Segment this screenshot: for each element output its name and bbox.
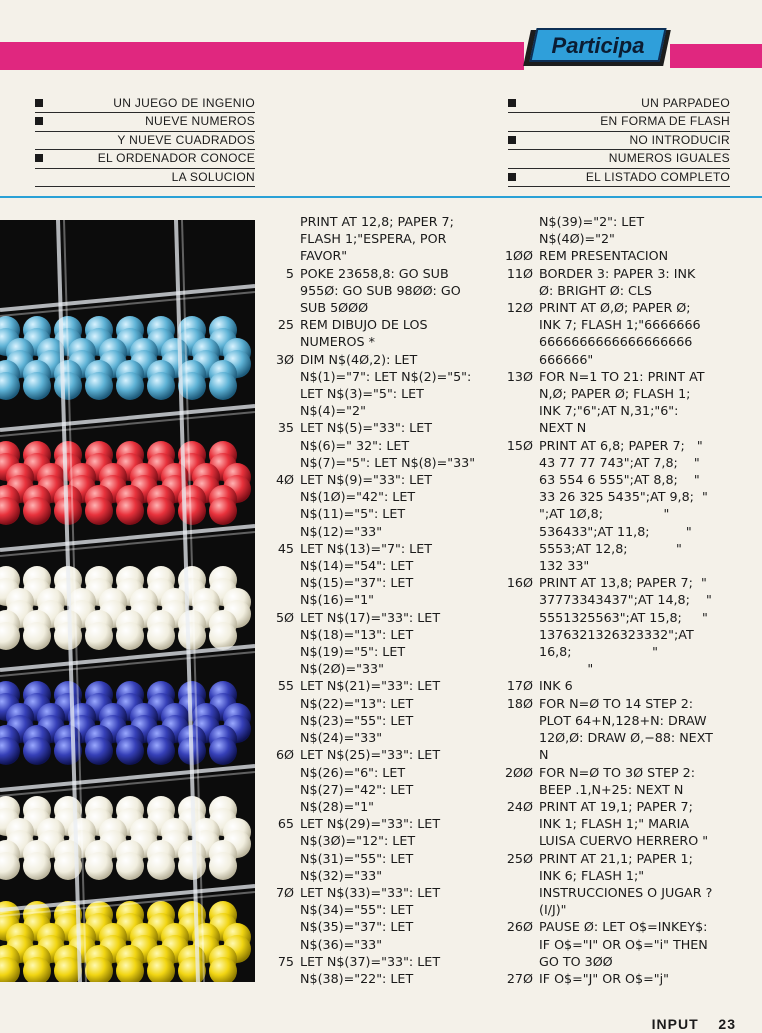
basic-listing-column-1 (264, 213, 494, 987)
line-number: 6Ø (275, 747, 294, 763)
feature-text: NUMEROS IGUALES (608, 151, 730, 166)
code-text: N$(28)="1" (300, 798, 374, 814)
bead (209, 497, 237, 525)
code-text: 63 554 6 555";AT 8,8; " (539, 472, 700, 488)
code-text: 666666" (539, 351, 594, 367)
bead (85, 622, 113, 650)
code-text: PLOT 64+N,128+N: DRAW (539, 712, 707, 728)
code-line (503, 643, 745, 660)
bead (147, 497, 175, 525)
code-line (264, 333, 494, 350)
code-text: INK 6 (539, 678, 573, 694)
code-text: 132 33" (539, 558, 590, 574)
feature-text: EL LISTADO COMPLETO (585, 169, 730, 184)
code-text: N$(1Ø)="42": LET (300, 489, 416, 505)
bead (209, 372, 237, 400)
code-text: LET N$(9)="33": LET (300, 472, 432, 488)
code-text: N$(1)="7": LET N$(2)="5": (300, 368, 472, 384)
code-text: N$(12)="33" (300, 523, 383, 539)
bead (147, 737, 175, 765)
code-text: LET N$(37)="33": LET (300, 953, 441, 969)
code-text: INK 6; FLASH 1;" (539, 867, 645, 883)
bead (147, 852, 175, 880)
code-line (503, 385, 745, 402)
code-text: LET N$(29)="33": LET (300, 816, 441, 832)
code-text: LET N$(5)="33": LET (300, 420, 432, 436)
code-line (503, 953, 745, 970)
code-text: PRINT AT 6,8; PAPER 7; " (539, 437, 703, 453)
features-left-list (35, 95, 255, 187)
code-text: 12Ø,Ø: DRAW Ø,−88: NEXT (539, 730, 713, 746)
code-text: 955Ø: GO SUB 98ØØ: GO (300, 282, 461, 298)
code-text: IF O$="I" OR O$="i" THEN (539, 936, 708, 952)
code-line (503, 970, 745, 987)
code-line (264, 454, 494, 471)
bead (147, 622, 175, 650)
bead (23, 852, 51, 880)
feature-text: NO INTRODUCIR (629, 132, 730, 147)
code-line (264, 385, 494, 402)
code-line (264, 643, 494, 660)
feature-row (508, 150, 730, 168)
line-number: 25Ø (506, 850, 533, 866)
code-line (264, 695, 494, 712)
code-text: N$(22)="13": LET (300, 695, 414, 711)
code-line (503, 746, 745, 763)
code-text: N$(24)="33" (300, 730, 383, 746)
code-line (264, 574, 494, 591)
code-line (503, 729, 745, 746)
code-line (503, 626, 745, 643)
code-line (264, 815, 494, 832)
code-text: LET N$(13)="7": LET (300, 540, 432, 556)
bullet-square-icon (35, 154, 43, 162)
code-text: BEEP .1,N+25: NEXT N (539, 781, 684, 797)
magazine-name: INPUT (651, 1016, 699, 1032)
code-text: N$(35)="37": LET (300, 919, 414, 935)
code-text: INSTRUCCIONES O JUGAR ? (539, 884, 713, 900)
bead (116, 372, 144, 400)
code-line (503, 918, 745, 935)
code-text: LET N$(3)="5": LET (300, 386, 424, 402)
section-divider (0, 196, 762, 198)
code-text: N$(39)="2": LET (539, 214, 645, 229)
feature-row (508, 132, 730, 150)
code-line (264, 591, 494, 608)
code-line (503, 936, 745, 953)
bead (209, 852, 237, 880)
line-number: 11Ø (506, 265, 533, 281)
code-line (503, 781, 745, 798)
code-line (264, 316, 494, 333)
code-line (264, 712, 494, 729)
feature-row (35, 150, 255, 168)
code-text: PRINT AT Ø,Ø; PAPER Ø; (539, 300, 691, 316)
code-text: NEXT N (539, 420, 587, 436)
code-line (503, 402, 745, 419)
bead (23, 497, 51, 525)
feature-text: UN PARPADEO (641, 96, 730, 110)
code-line (264, 282, 494, 299)
bead (54, 737, 82, 765)
code-text: 5551325563";AT 15,8; " (539, 609, 708, 625)
bead (23, 622, 51, 650)
code-text: N$(14)="54": LET (300, 558, 414, 574)
code-text: NUMEROS * (300, 334, 375, 350)
code-line (264, 867, 494, 884)
code-line (503, 368, 745, 385)
code-line (264, 488, 494, 505)
bead (116, 737, 144, 765)
code-line (503, 505, 745, 522)
code-text: (I/J)" (539, 902, 567, 918)
bead (85, 852, 113, 880)
code-text: FOR N=1 TO 21: PRINT AT (539, 368, 705, 384)
page-footer (596, 1016, 736, 1032)
code-line (264, 832, 494, 849)
code-text: GO TO 3ØØ (539, 953, 613, 969)
line-number: 27Ø (506, 970, 533, 986)
header-band-right (670, 44, 762, 68)
code-text: N$(34)="55": LET (300, 902, 414, 918)
bullet-square-icon (508, 173, 516, 181)
code-line (503, 230, 745, 247)
code-text: REM PRESENTACION (539, 248, 669, 264)
code-line (503, 815, 745, 832)
code-line (264, 781, 494, 798)
code-line (503, 488, 745, 505)
code-line (503, 660, 745, 677)
code-line (264, 626, 494, 643)
code-line (503, 798, 745, 815)
code-line (264, 901, 494, 918)
line-number: 2ØØ (504, 764, 533, 780)
code-text: SUB 5ØØØ (300, 300, 369, 316)
code-text: N$(32)="33" (300, 867, 383, 883)
code-text: N$(27)="42": LET (300, 781, 414, 797)
code-line (503, 609, 745, 626)
code-text: PRINT AT 13,8; PAPER 7; " (539, 575, 707, 591)
section-tag-label: Participa (551, 33, 645, 58)
code-line (264, 764, 494, 781)
bullet-square-icon (508, 99, 516, 107)
code-line (503, 557, 745, 574)
code-line (264, 884, 494, 901)
code-text: 33 26 325 5435";AT 9,8; " (539, 489, 708, 505)
code-line (503, 523, 745, 540)
bead (147, 372, 175, 400)
code-line (503, 591, 745, 608)
code-text: LET N$(25)="33": LET (300, 747, 441, 763)
bullet-square-icon (35, 99, 43, 107)
line-number: 13Ø (506, 368, 533, 384)
code-line (503, 437, 745, 454)
bead (23, 372, 51, 400)
code-line (503, 299, 745, 316)
code-line (503, 333, 745, 350)
line-number: 4Ø (275, 472, 294, 488)
code-line (264, 798, 494, 815)
code-text: 5553;AT 12,8; " (539, 540, 682, 556)
code-text: REM DIBUJO DE LOS (300, 317, 428, 333)
line-number: 35 (277, 420, 294, 436)
feature-text: EL ORDENADOR CONOCE (97, 151, 255, 166)
code-text: PRINT AT 19,1; PAPER 7; (539, 798, 693, 814)
bead-compartments-photo (0, 220, 255, 982)
bead (116, 497, 144, 525)
code-text: N$(19)="5": LET (300, 644, 406, 660)
feature-row (508, 113, 730, 131)
code-text: Ø: BRIGHT Ø: CLS (539, 282, 652, 298)
code-text: N$(11)="5": LET (300, 506, 406, 522)
bead (178, 622, 206, 650)
code-text: IF O$="J" OR O$="j" (539, 970, 669, 986)
code-line (503, 850, 745, 867)
code-line (264, 953, 494, 970)
line-number: 3Ø (275, 351, 294, 367)
line-number: 12Ø (506, 300, 533, 316)
code-text: N$(4)="2" (300, 403, 366, 419)
code-line (264, 213, 494, 230)
code-text: N (539, 747, 549, 763)
code-text: N$(7)="5": LET N$(8)="33" (300, 454, 476, 470)
code-line (503, 574, 745, 591)
code-line (503, 351, 745, 368)
bullet-square-icon (508, 136, 516, 144)
code-text: " (539, 661, 594, 677)
code-line (264, 523, 494, 540)
line-number: 1ØØ (504, 248, 533, 264)
code-text: N$(16)="1" (300, 592, 374, 608)
code-text: BORDER 3: PAPER 3: INK (539, 265, 696, 281)
code-line (264, 265, 494, 282)
feature-row (508, 169, 730, 187)
code-text: 16,8; " (539, 644, 659, 660)
code-line (503, 867, 745, 884)
code-line (503, 540, 745, 557)
code-text: DIM N$(4Ø,2): LET (300, 351, 418, 367)
line-number: 5 (285, 265, 294, 281)
code-text: 37773343437";AT 14,8; " (539, 592, 712, 608)
code-line (503, 419, 745, 436)
code-line (503, 282, 745, 299)
feature-text: LA SOLUCION (171, 169, 255, 184)
code-text: PAUSE Ø: LET O$=INKEY$: (539, 919, 708, 935)
code-line (264, 230, 494, 247)
code-line (503, 247, 745, 264)
feature-row (35, 113, 255, 131)
feature-row (35, 169, 255, 187)
bead (209, 737, 237, 765)
code-line (503, 695, 745, 712)
header-band-left (0, 42, 524, 70)
bead (85, 372, 113, 400)
code-text: INK 7; FLASH 1;"6666666 (539, 317, 701, 333)
code-line (264, 729, 494, 746)
code-line (264, 660, 494, 677)
code-text: 6666666666666666666 (539, 334, 693, 350)
code-line (264, 557, 494, 574)
feature-text: NUEVE NUMEROS (145, 114, 255, 129)
code-text: FOR N=Ø TO 3Ø STEP 2: (539, 764, 695, 780)
code-line (264, 677, 494, 694)
code-text: INK 1; FLASH 1;" MARIA (539, 816, 690, 832)
code-line (503, 471, 745, 488)
line-number: 55 (277, 678, 294, 694)
bead (23, 737, 51, 765)
bead (85, 737, 113, 765)
feature-text: Y NUEVE CUADRADOS (117, 132, 255, 147)
code-line (264, 419, 494, 436)
features-right-list (508, 95, 730, 187)
code-text: N$(26)="6": LET (300, 764, 406, 780)
bead (116, 852, 144, 880)
bead (209, 622, 237, 650)
code-line (264, 247, 494, 264)
code-line (503, 316, 745, 333)
bead (116, 622, 144, 650)
code-line (503, 764, 745, 781)
code-line (264, 437, 494, 454)
bead (85, 497, 113, 525)
code-line (503, 884, 745, 901)
code-line (264, 918, 494, 935)
code-line (264, 471, 494, 488)
code-text: POKE 23658,8: GO SUB (300, 265, 449, 281)
code-text: LET N$(21)="33": LET (300, 678, 441, 694)
feature-row (35, 132, 255, 150)
code-text: N,Ø; PAPER Ø; FLASH 1; (539, 386, 691, 402)
code-text: N$(36)="33" (300, 936, 383, 952)
code-line (264, 970, 494, 987)
code-text: 43 77 77 743";AT 7,8; " (539, 454, 700, 470)
code-text: PRINT AT 21,1; PAPER 1; (539, 850, 693, 866)
line-number: 65 (277, 816, 294, 832)
code-text: PRINT AT 12,8; PAPER 7; (300, 214, 454, 229)
line-number: 17Ø (506, 678, 533, 694)
bullet-square-icon (35, 117, 43, 125)
code-text: 1376321326323332";AT (539, 626, 694, 642)
code-line (503, 832, 745, 849)
code-text: N$(31)="55": LET (300, 850, 414, 866)
code-text: 536433";AT 11,8; " (539, 523, 692, 539)
line-number: 25 (277, 317, 294, 333)
code-text: INK 7;"6";AT N,31;"6": (539, 403, 679, 419)
feature-row (508, 95, 730, 113)
code-line (264, 850, 494, 867)
feature-row (35, 95, 255, 113)
code-text: N$(6)=" 32": LET (300, 437, 410, 453)
code-line (503, 265, 745, 282)
line-number: 45 (277, 540, 294, 556)
code-text: ";AT 1Ø,8; " (539, 506, 670, 522)
line-number: 7Ø (275, 884, 294, 900)
code-text: N$(38)="22": LET (300, 970, 414, 986)
line-number: 18Ø (506, 695, 533, 711)
code-text: FOR N=Ø TO 14 STEP 2: (539, 695, 694, 711)
code-text: N$(23)="55": LET (300, 712, 414, 728)
code-line (264, 299, 494, 316)
feature-text: UN JUEGO DE INGENIO (113, 96, 255, 110)
line-number: 24Ø (506, 798, 533, 814)
line-number: 5Ø (275, 609, 294, 625)
feature-text: EN FORMA DE FLASH (600, 114, 730, 129)
line-number: 16Ø (506, 575, 533, 591)
line-number: 75 (277, 953, 294, 969)
code-text: LUISA CUERVO HERRERO " (539, 833, 709, 849)
basic-listing-column-2 (503, 213, 745, 987)
line-number: 26Ø (506, 919, 533, 935)
code-line (503, 712, 745, 729)
code-line (503, 454, 745, 471)
code-text: N$(15)="37": LET (300, 575, 414, 591)
code-line (503, 677, 745, 694)
code-line (264, 936, 494, 953)
code-text: N$(18)="13": LET (300, 626, 414, 642)
code-line (264, 368, 494, 385)
page-number: 23 (718, 1016, 736, 1032)
code-text: FLASH 1;"ESPERA, POR (300, 231, 447, 247)
code-line (264, 540, 494, 557)
code-line (264, 505, 494, 522)
code-line (264, 402, 494, 419)
code-line (264, 609, 494, 626)
code-text: N$(2Ø)="33" (300, 661, 384, 677)
line-number: 15Ø (506, 437, 533, 453)
code-text: LET N$(33)="33": LET (300, 884, 441, 900)
code-line (503, 213, 745, 230)
code-text: LET N$(17)="33": LET (300, 609, 441, 625)
code-line (264, 351, 494, 368)
code-text: FAVOR" (300, 248, 348, 264)
code-text: N$(4Ø)="2" (539, 231, 615, 247)
code-line (503, 901, 745, 918)
code-text: N$(3Ø)="12": LET (300, 833, 416, 849)
code-line (264, 746, 494, 763)
